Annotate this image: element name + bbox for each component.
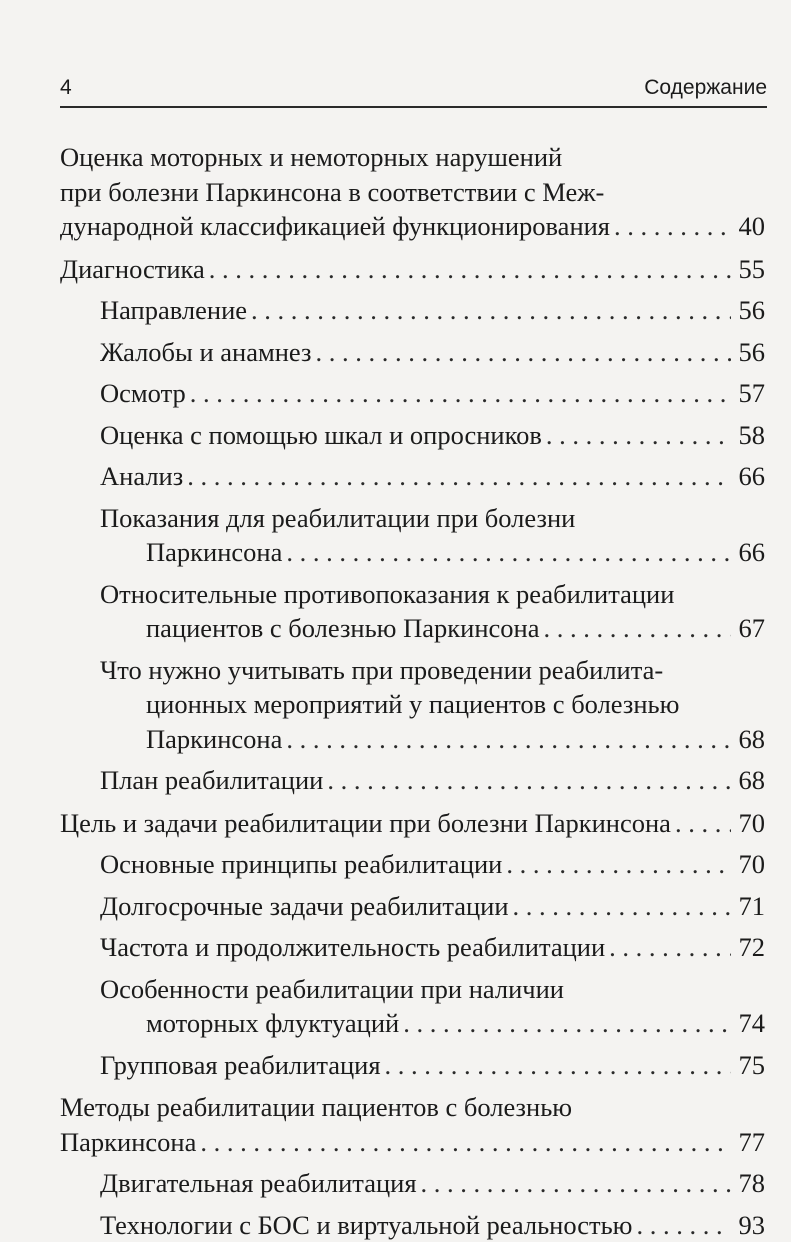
dot-leader (200, 1125, 731, 1160)
toc-page-number: 57 (735, 376, 765, 411)
toc-page-number: 78 (735, 1166, 765, 1201)
toc-entry (60, 252, 765, 287)
dot-leader (403, 1006, 731, 1041)
toc-entry-final-line (100, 335, 765, 370)
toc-entry-title: Двигательная реабилитация (100, 1166, 417, 1201)
toc-entry-final-line (100, 847, 765, 882)
toc-entry (100, 1048, 765, 1083)
toc-page-number: 74 (735, 1006, 765, 1041)
toc-entry-final-line (100, 376, 765, 411)
toc-page-number: 56 (735, 293, 765, 328)
toc-page-number: 71 (735, 889, 765, 924)
dot-leader (513, 889, 731, 924)
dot-leader (385, 1048, 731, 1083)
toc-entry-title: Направление (100, 293, 247, 328)
section-title: Содержание (644, 76, 767, 100)
toc-entry-title: дународной классификацией функционирования (60, 209, 610, 244)
toc-entry-title: Долгосрочные задачи реабилитации (100, 889, 509, 924)
toc-entry (60, 1090, 765, 1159)
dot-leader (506, 847, 731, 882)
toc-entry-final-line (100, 1208, 765, 1242)
dot-leader (543, 611, 731, 646)
toc-entry (100, 577, 765, 646)
dot-leader (546, 418, 731, 453)
toc-entry-line: при болезни Паркинсона в соответствии с Меж- (60, 175, 765, 210)
toc-page-number: 75 (735, 1048, 765, 1083)
toc-entry (100, 972, 765, 1041)
toc-page-number: 70 (735, 847, 765, 882)
header-rule (60, 106, 767, 108)
toc-entry-final-line (100, 418, 765, 453)
toc-entry (100, 293, 765, 328)
toc-entry-title: Паркинсона (146, 722, 282, 757)
toc-entry-final-line (60, 252, 765, 287)
toc-entry-line: Особенности реабилитации при наличии (100, 972, 765, 1007)
dot-leader (251, 293, 731, 328)
toc-entry-final-line (100, 1048, 765, 1083)
toc-entry-title: Паркинсона (60, 1125, 196, 1160)
toc-page-number: 58 (735, 418, 765, 453)
toc-entry (100, 501, 765, 570)
toc-page-number: 72 (735, 930, 765, 965)
toc-entry-title: Жалобы и анамнез (100, 335, 311, 370)
dot-leader (315, 335, 731, 370)
dot-leader (675, 806, 731, 841)
toc-entry-line: Относительные противопоказания к реабилитации (100, 577, 765, 612)
dot-leader (187, 459, 731, 494)
toc-entry-final-line (100, 930, 765, 965)
toc-entry-final-line (60, 1125, 765, 1160)
toc-page-number: 68 (735, 763, 765, 798)
table-of-contents (60, 140, 765, 1242)
dot-leader (614, 209, 731, 244)
toc-entry (100, 376, 765, 411)
toc-entry-final-line (100, 763, 765, 798)
toc-entry-title: Частота и продолжительность реабилитации (100, 930, 605, 965)
dot-leader (327, 763, 731, 798)
toc-page-number: 70 (735, 806, 765, 841)
toc-entry (100, 847, 765, 882)
toc-entry-final-line (100, 535, 765, 570)
dot-leader (609, 930, 731, 965)
dot-leader (421, 1166, 731, 1201)
toc-entry-line: Показания для реабилитации при болезни (100, 501, 765, 536)
toc-entry (100, 459, 765, 494)
toc-entry-final-line (100, 459, 765, 494)
toc-entry-title: Технологии с БОС и виртуальной реальностью (100, 1208, 632, 1242)
toc-entry (100, 418, 765, 453)
toc-page-number: 56 (735, 335, 765, 370)
dot-leader (286, 722, 731, 757)
toc-entry-title: Анализ (100, 459, 183, 494)
toc-page-number: 40 (735, 209, 765, 244)
page-number: 4 (60, 76, 72, 100)
toc-entry-title: Диагностика (60, 252, 205, 287)
toc-entry-line: Оценка моторных и немоторных нарушений (60, 140, 765, 175)
dot-leader (286, 535, 731, 570)
toc-page-number: 68 (735, 722, 765, 757)
toc-entry-title: Осмотр (100, 376, 186, 411)
toc-entry (100, 763, 765, 798)
toc-entry (60, 140, 765, 244)
toc-page-number: 77 (735, 1125, 765, 1160)
toc-entry (100, 1208, 765, 1242)
toc-entry-title: Групповая реабилитация (100, 1048, 381, 1083)
toc-entry-title: Цель и задачи реабилитации при болезни Паркинсона (60, 806, 671, 841)
toc-entry (100, 1166, 765, 1201)
toc-entry (60, 806, 765, 841)
toc-entry-title: Основные принципы реабилитации (100, 847, 502, 882)
toc-entry (100, 930, 765, 965)
toc-entry-final-line (100, 889, 765, 924)
running-header (60, 76, 767, 108)
toc-entry-line: Методы реабилитации пациентов с болезнью (60, 1090, 765, 1125)
toc-entry-final-line (100, 611, 765, 646)
toc-entry-final-line (100, 1006, 765, 1041)
toc-entry-final-line (60, 209, 765, 244)
toc-entry-final-line (100, 1166, 765, 1201)
toc-page-number: 67 (735, 611, 765, 646)
dot-leader (636, 1208, 731, 1242)
toc-page-number: 66 (735, 459, 765, 494)
toc-entry-title: Паркинсона (146, 535, 282, 570)
toc-page-number: 55 (735, 252, 765, 287)
toc-entry-title: Оценка с помощью шкал и опросников (100, 418, 542, 453)
toc-page-number: 66 (735, 535, 765, 570)
dot-leader (209, 252, 731, 287)
toc-entry-final-line (100, 722, 765, 757)
toc-entry-title: План реабилитации (100, 763, 323, 798)
toc-page-number: 93 (735, 1208, 765, 1242)
dot-leader (190, 376, 731, 411)
toc-entry (100, 653, 765, 757)
toc-entry-final-line (60, 806, 765, 841)
toc-entry (100, 889, 765, 924)
toc-entry-title: моторных флуктуаций (146, 1006, 399, 1041)
toc-entry (100, 335, 765, 370)
toc-entry-line: ционных мероприятий у пациентов с болезнью (100, 687, 765, 722)
toc-entry-final-line (100, 293, 765, 328)
toc-entry-line: Что нужно учитывать при проведении реабилита- (100, 653, 765, 688)
toc-entry-title: пациентов с болезнью Паркинсона (146, 611, 539, 646)
